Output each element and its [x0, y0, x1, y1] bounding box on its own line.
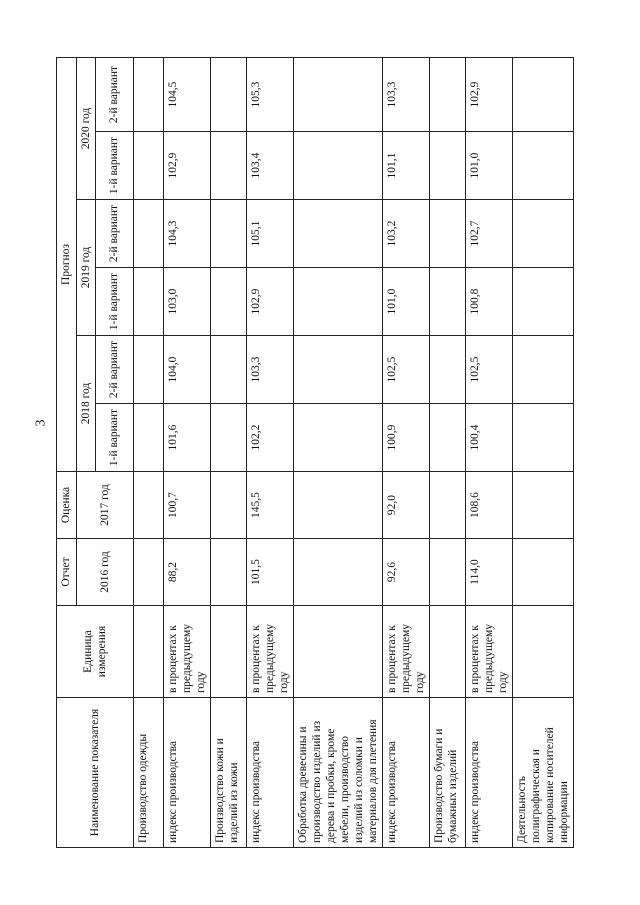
row-name: индекс производства: [383, 698, 430, 848]
cell-2020-v1: [513, 132, 574, 200]
table-row: [294, 58, 383, 848]
cell-2017: 108,6: [466, 472, 513, 539]
cell-2019-v1: [513, 268, 574, 336]
cell-2020-v2: [513, 58, 574, 132]
cell-2016: [134, 539, 164, 606]
row-name: Обработка древесины и производство изделий из дерева и пробки, кроме мебели, производство изделий из соломки и материалов для плетения: [294, 698, 383, 848]
table-row: [211, 58, 247, 848]
table-row: [466, 58, 513, 848]
cell-2020-v2: [134, 58, 164, 132]
cell-2018-v1: 102,2: [247, 404, 294, 472]
cell-2020-v2: 103,3: [383, 58, 430, 132]
cell-2018-v2: [294, 336, 383, 404]
cell-2020-v1: 101,0: [466, 132, 513, 200]
cell-2017: [430, 472, 466, 539]
cell-2016: 101,5: [247, 539, 294, 606]
row-name: Деятельность полиграфическая и копирование носителей информации: [513, 698, 574, 848]
row-unit: [430, 606, 466, 698]
cell-2018-v2: [134, 336, 164, 404]
header-2016: 2016 год: [77, 539, 134, 606]
cell-2019-v2: [430, 200, 466, 268]
header-name: Наименование показателя: [57, 698, 134, 848]
row-name: Производство одежды: [134, 698, 164, 848]
cell-2018-v1: 101,6: [164, 404, 211, 472]
cell-2019-v1: [134, 268, 164, 336]
cell-2018-v2: 102,5: [466, 336, 513, 404]
page-number: 3: [33, 419, 49, 427]
cell-2019-v2: 103,2: [383, 200, 430, 268]
cell-2020-v1: 102,9: [164, 132, 211, 200]
header-2019-variant-2: 2-й вариант: [96, 200, 134, 268]
cell-2020-v2: 104,5: [164, 58, 211, 132]
cell-2018-v2: 104,0: [164, 336, 211, 404]
cell-2017: 145,5: [247, 472, 294, 539]
table-row: [247, 58, 294, 848]
header-2020-variant-2: 2-й вариант: [96, 58, 134, 132]
row-unit: [294, 606, 383, 698]
header-report: Отчет: [57, 539, 77, 606]
cell-2016: 88,2: [164, 539, 211, 606]
header-2019-variant-1: 1-й вариант: [96, 268, 134, 336]
cell-2016: [294, 539, 383, 606]
row-name: индекс производства: [247, 698, 294, 848]
cell-2017: [294, 472, 383, 539]
cell-2019-v1: 101,0: [383, 268, 430, 336]
cell-2019-v2: 105,1: [247, 200, 294, 268]
header-unit: Единица измерения: [57, 606, 134, 698]
header-2020-variant-1: 1-й вариант: [96, 132, 134, 200]
cell-2020-v2: 102,9: [466, 58, 513, 132]
cell-2018-v1: [294, 404, 383, 472]
cell-2020-v2: [211, 58, 247, 132]
header-2017: 2017 год: [77, 472, 134, 539]
row-unit: [134, 606, 164, 698]
header-2018: 2018 год: [77, 336, 96, 472]
header-2020: 2020 год: [77, 58, 96, 200]
cell-2020-v1: [294, 132, 383, 200]
row-name: индекс производства: [466, 698, 513, 848]
row-name: Производство кожи и изделий из кожи: [211, 698, 247, 848]
cell-2018-v1: [430, 404, 466, 472]
cell-2018-v2: [430, 336, 466, 404]
cell-2017: 92,0: [383, 472, 430, 539]
header-2018-variant-1: 1-й вариант: [96, 404, 134, 472]
row-unit: [211, 606, 247, 698]
cell-2016: [430, 539, 466, 606]
cell-2017: [513, 472, 574, 539]
row-name: индекс производства: [164, 698, 211, 848]
cell-2018-v1: 100,9: [383, 404, 430, 472]
row-unit: в процентах к предыдущему году: [247, 606, 294, 698]
cell-2017: 100,7: [164, 472, 211, 539]
table-row: [383, 58, 430, 848]
cell-2020-v2: [430, 58, 466, 132]
cell-2017: [211, 472, 247, 539]
cell-2018-v1: [211, 404, 247, 472]
cell-2020-v2: 105,3: [247, 58, 294, 132]
cell-2019-v1: 103,0: [164, 268, 211, 336]
cell-2019-v1: 102,9: [247, 268, 294, 336]
cell-2019-v2: [134, 200, 164, 268]
cell-2020-v1: [430, 132, 466, 200]
cell-2020-v1: [134, 132, 164, 200]
cell-2018-v1: 100,4: [466, 404, 513, 472]
cell-2018-v2: [513, 336, 574, 404]
cell-2017: [134, 472, 164, 539]
header-2018-variant-2: 2-й вариант: [96, 336, 134, 404]
cell-2019-v2: [211, 200, 247, 268]
cell-2019-v2: 102,7: [466, 200, 513, 268]
cell-2019-v2: 104,3: [164, 200, 211, 268]
cell-2016: 114,0: [466, 539, 513, 606]
header-forecast: Прогноз: [57, 58, 77, 472]
cell-2019-v1: [430, 268, 466, 336]
cell-2020-v2: [294, 58, 383, 132]
table-row: [430, 58, 466, 848]
row-name: Производство бумаги и бумажных изделий: [430, 698, 466, 848]
cell-2018-v2: [211, 336, 247, 404]
cell-2016: [211, 539, 247, 606]
row-unit: в процентах к предыдущему году: [383, 606, 430, 698]
cell-2019-v1: [211, 268, 247, 336]
row-unit: [513, 606, 574, 698]
cell-2020-v1: 101,1: [383, 132, 430, 200]
cell-2018-v1: [134, 404, 164, 472]
row-unit: в процентах к предыдущему году: [466, 606, 513, 698]
cell-2018-v1: [513, 404, 574, 472]
rotated-table-stage: [56, 58, 571, 848]
cell-2019-v2: [294, 200, 383, 268]
cell-2018-v2: 103,3: [247, 336, 294, 404]
header-2019: 2019 год: [77, 200, 96, 336]
table-row: [164, 58, 211, 848]
cell-2020-v1: 103,4: [247, 132, 294, 200]
cell-2019-v2: [513, 200, 574, 268]
forecast-table: [56, 57, 574, 848]
table-row: [513, 58, 574, 848]
table-row: [134, 58, 164, 848]
cell-2018-v2: 102,5: [383, 336, 430, 404]
cell-2016: [513, 539, 574, 606]
header-estimate: Оценка: [57, 472, 77, 539]
cell-2019-v1: 100,8: [466, 268, 513, 336]
cell-2016: 92,6: [383, 539, 430, 606]
cell-2020-v1: [211, 132, 247, 200]
cell-2019-v1: [294, 268, 383, 336]
row-unit: в процентах к предыдущему году: [164, 606, 211, 698]
